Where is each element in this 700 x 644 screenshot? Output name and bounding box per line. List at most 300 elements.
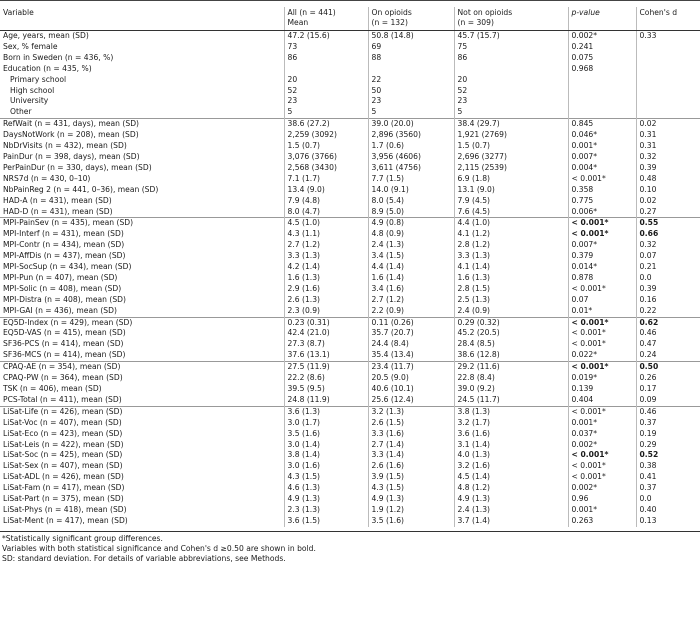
cell-on-opioids: 3.4 (1.6)	[368, 284, 454, 295]
table-row	[0, 461, 700, 472]
header-pvalue: p-value	[568, 7, 636, 31]
cell-pvalue: < 0.001*	[568, 472, 636, 483]
cell-variable: LiSat-Part (n = 375), mean (SD)	[3, 494, 124, 504]
cell-all: 3.0 (1.4)	[284, 440, 368, 451]
table-row	[0, 42, 700, 53]
cell-all: 42.4 (21.0)	[284, 328, 368, 339]
cell-variable: MPI-Distra (n = 408), mean (SD)	[3, 294, 126, 304]
header-not-on-opioids: Not on opioids (n = 309)	[454, 7, 568, 31]
cell-not-on-opioids: 3.1 (1.4)	[454, 440, 568, 451]
table-row	[0, 273, 700, 284]
cell-not-on-opioids: 22.8 (8.4)	[454, 373, 568, 384]
cell-cohens-d: 0.47	[636, 339, 700, 350]
cell-not-on-opioids: 3.6 (1.6)	[454, 429, 568, 440]
cell-variable: DaysNotWork (n = 208), mean (SD)	[3, 130, 139, 140]
cell-pvalue: 0.004*	[568, 163, 636, 174]
cell-pvalue: < 0.001*	[568, 317, 636, 328]
data-table	[0, 7, 700, 527]
cell-pvalue: < 0.001*	[568, 461, 636, 472]
cell-cohens-d: 0.32	[636, 240, 700, 251]
table-row	[0, 53, 700, 64]
cell-pvalue	[568, 75, 636, 86]
table-row	[0, 373, 700, 384]
cell-not-on-opioids: 5	[454, 107, 568, 118]
footnote-sd: SD: standard deviation. For details of variable abbreviations, see Methods.	[2, 553, 286, 563]
cell-not-on-opioids: 1,921 (2769)	[454, 130, 568, 141]
table-row	[0, 406, 700, 417]
cell-variable: HAD-A (n = 431), mean (SD)	[3, 195, 112, 205]
cell-cohens-d: 0.13	[636, 516, 700, 527]
cell-variable: Other	[10, 107, 32, 117]
cell-cohens-d: 0.0	[636, 273, 700, 284]
cell-pvalue: < 0.001*	[568, 328, 636, 339]
cell-pvalue: < 0.001*	[568, 339, 636, 350]
cell-variable: MPI-AffDis (n = 437), mean (SD)	[3, 251, 126, 261]
cell-pvalue	[568, 96, 636, 107]
cell-variable: LiSat-Phys (n = 418), mean (SD)	[3, 504, 127, 514]
cell-all: 86	[284, 53, 368, 64]
cell-on-opioids: 23.4 (11.7)	[368, 362, 454, 373]
table-row	[0, 450, 700, 461]
cell-cohens-d: 0.39	[636, 163, 700, 174]
cell-pvalue: < 0.001*	[568, 218, 636, 229]
cell-not-on-opioids: 1.5 (0.7)	[454, 141, 568, 152]
cell-all: 20	[284, 75, 368, 86]
cell-on-opioids: 4.9 (1.3)	[368, 494, 454, 505]
cell-not-on-opioids: 2.4 (0.9)	[454, 306, 568, 317]
cell-all: 1.5 (0.7)	[284, 141, 368, 152]
cell-cohens-d	[636, 96, 700, 107]
cell-on-opioids: 4.8 (0.9)	[368, 229, 454, 240]
cell-cohens-d	[636, 42, 700, 53]
cell-all: 8.0 (4.7)	[284, 207, 368, 218]
cell-pvalue: 0.775	[568, 196, 636, 207]
cell-not-on-opioids: 4.1 (1.2)	[454, 229, 568, 240]
cell-variable: University	[10, 96, 49, 106]
cell-all: 2,259 (3092)	[284, 130, 368, 141]
cell-all: 47.2 (15.6)	[284, 31, 368, 42]
cell-not-on-opioids: 4.0 (1.3)	[454, 450, 568, 461]
cell-variable: MPI-PainSev (n = 435), mean (SD)	[0, 218, 284, 229]
table-body	[0, 31, 700, 527]
cell-not-on-opioids: 13.1 (9.0)	[454, 185, 568, 196]
cell-cohens-d	[636, 75, 700, 86]
cell-not-on-opioids: 6.9 (1.8)	[454, 174, 568, 185]
cell-cohens-d: 0.17	[636, 384, 700, 395]
table-row	[0, 472, 700, 483]
cell-on-opioids: 88	[368, 53, 454, 64]
cell-variable: Age, years, mean (SD)	[3, 31, 89, 40]
table-row	[0, 429, 700, 440]
cell-pvalue: 0.019*	[568, 373, 636, 384]
cell-variable: NbPainReg 2 (n = 441, 0–36), mean (SD)	[3, 184, 159, 194]
cell-not-on-opioids: 38.6 (12.8)	[454, 350, 568, 361]
cell-not-on-opioids: 7.6 (4.5)	[454, 207, 568, 218]
header-all: All (n = 441) Mean	[284, 7, 368, 31]
cell-cohens-d: 0.31	[636, 141, 700, 152]
cell-all: 4.5 (1.0)	[284, 218, 368, 229]
cell-cohens-d: 0.16	[636, 295, 700, 306]
table-row	[0, 284, 700, 295]
cell-all: 1.6 (1.3)	[284, 273, 368, 284]
cell-not-on-opioids: 2,115 (2539)	[454, 163, 568, 174]
table-row	[0, 64, 700, 75]
cell-all: 3.0 (1.6)	[284, 461, 368, 472]
cell-on-opioids: 3.3 (1.6)	[368, 429, 454, 440]
cell-on-opioids: 3.9 (1.5)	[368, 472, 454, 483]
cell-on-opioids: 35.7 (20.7)	[368, 328, 454, 339]
cell-pvalue: 0.379	[568, 251, 636, 262]
cell-on-opioids	[368, 64, 454, 75]
cell-all: 0.23 (0.31)	[284, 317, 368, 328]
cell-variable: RefWait (n = 431, days), mean (SD)	[0, 119, 284, 130]
cell-cohens-d: 0.48	[636, 174, 700, 185]
cell-pvalue: 0.002*	[568, 440, 636, 451]
cell-on-opioids: 2.6 (1.6)	[368, 461, 454, 472]
table-row	[0, 295, 700, 306]
cell-on-opioids: 8.0 (5.4)	[368, 196, 454, 207]
cell-cohens-d: 0.22	[636, 306, 700, 317]
cell-variable: LiSat-Fam (n = 417), mean (SD)	[3, 483, 125, 493]
cell-not-on-opioids: 4.1 (1.4)	[454, 262, 568, 273]
table-row	[0, 494, 700, 505]
cell-variable: LiSat-Life (n = 426), mean (SD)	[0, 406, 284, 417]
cell-not-on-opioids	[454, 64, 568, 75]
cell-pvalue: 0.007*	[568, 152, 636, 163]
cell-cohens-d	[636, 53, 700, 64]
cell-on-opioids: 40.6 (10.1)	[368, 384, 454, 395]
cell-not-on-opioids: 45.7 (15.7)	[454, 31, 568, 42]
cell-on-opioids: 7.7 (1.5)	[368, 174, 454, 185]
cell-variable: MPI-Pun (n = 407), mean (SD)	[3, 272, 118, 282]
cell-cohens-d: 0.24	[636, 350, 700, 361]
cell-cohens-d: 0.41	[636, 472, 700, 483]
cell-on-opioids: 3.4 (1.5)	[368, 251, 454, 262]
cell-pvalue: < 0.001*	[568, 362, 636, 373]
cell-variable: MPI-Contr (n = 434), mean (SD)	[3, 240, 125, 250]
cell-on-opioids: 3,956 (4606)	[368, 152, 454, 163]
cell-on-opioids: 0.11 (0.26)	[368, 317, 454, 328]
cell-cohens-d	[636, 86, 700, 97]
cell-variable: Born in Sweden (n = 436, %)	[3, 52, 114, 62]
cell-not-on-opioids: 4.8 (1.2)	[454, 483, 568, 494]
cell-not-on-opioids: 2,696 (3277)	[454, 152, 568, 163]
cell-all: 38.6 (27.2)	[284, 119, 368, 130]
cell-all: 4.6 (1.3)	[284, 483, 368, 494]
cell-on-opioids: 2.7 (1.2)	[368, 295, 454, 306]
cell-not-on-opioids: 3.2 (1.7)	[454, 418, 568, 429]
cell-pvalue: 0.002*	[568, 483, 636, 494]
table-row	[0, 207, 700, 218]
cell-not-on-opioids: 52	[454, 86, 568, 97]
header-variable: Variable	[0, 7, 284, 31]
table-row	[0, 152, 700, 163]
cell-on-opioids: 2.2 (0.9)	[368, 306, 454, 317]
cell-not-on-opioids: 29.2 (11.6)	[454, 362, 568, 373]
cell-on-opioids: 2.4 (1.3)	[368, 240, 454, 251]
cell-on-opioids: 4.4 (1.4)	[368, 262, 454, 273]
cell-all: 4.9 (1.3)	[284, 494, 368, 505]
cell-pvalue: 0.001*	[568, 141, 636, 152]
cell-variable: PainDur (n = 398, days), mean (SD)	[3, 151, 140, 161]
table-row	[0, 505, 700, 516]
cell-not-on-opioids: 3.2 (1.6)	[454, 461, 568, 472]
cell-not-on-opioids: 28.4 (8.5)	[454, 339, 568, 350]
table-row	[0, 306, 700, 317]
cell-pvalue: 0.139	[568, 384, 636, 395]
cell-cohens-d: 0.62	[636, 317, 700, 328]
cell-pvalue: 0.01*	[568, 306, 636, 317]
cell-on-opioids: 1.6 (1.4)	[368, 273, 454, 284]
cell-cohens-d: 0.19	[636, 429, 700, 440]
cell-pvalue: 0.845	[568, 119, 636, 130]
cell-not-on-opioids: 75	[454, 42, 568, 53]
cell-cohens-d: 0.37	[636, 418, 700, 429]
cell-pvalue: 0.046*	[568, 130, 636, 141]
cell-variable: SF36-MCS (n = 414), mean (SD)	[3, 350, 126, 360]
cell-cohens-d: 0.50	[636, 362, 700, 373]
cell-all	[284, 64, 368, 75]
cell-cohens-d: 0.02	[636, 119, 700, 130]
cell-variable: Sex, % female	[3, 41, 58, 51]
cell-variable: Primary school	[10, 74, 67, 84]
cell-on-opioids: 2.6 (1.5)	[368, 418, 454, 429]
cell-not-on-opioids: 2.8 (1.2)	[454, 240, 568, 251]
cell-all: 24.8 (11.9)	[284, 395, 368, 406]
cell-not-on-opioids: 4.4 (1.0)	[454, 218, 568, 229]
cell-pvalue: < 0.001*	[568, 450, 636, 461]
cell-not-on-opioids: 2.8 (1.5)	[454, 284, 568, 295]
cell-all: 2,568 (3430)	[284, 163, 368, 174]
cell-not-on-opioids: 4.5 (1.4)	[454, 472, 568, 483]
cell-on-opioids: 5	[368, 107, 454, 118]
cell-not-on-opioids: 4.9 (1.3)	[454, 494, 568, 505]
table-row	[0, 362, 700, 373]
table-row	[0, 317, 700, 328]
header-row	[0, 7, 700, 31]
table-row	[0, 31, 700, 42]
cell-cohens-d: 0.31	[636, 130, 700, 141]
cell-cohens-d: 0.21	[636, 262, 700, 273]
cell-variable: EQ5D-VAS (n = 415), mean (SD)	[3, 328, 126, 338]
table-row	[0, 185, 700, 196]
cell-cohens-d: 0.02	[636, 196, 700, 207]
cell-on-opioids: 39.0 (20.0)	[368, 119, 454, 130]
footnote-significance: *Statistically significant group differences.	[2, 533, 163, 543]
cell-pvalue: < 0.001*	[568, 284, 636, 295]
cell-not-on-opioids: 0.29 (0.32)	[454, 317, 568, 328]
cell-all: 4.2 (1.4)	[284, 262, 368, 273]
cell-not-on-opioids: 20	[454, 75, 568, 86]
table-row	[0, 339, 700, 350]
cell-on-opioids: 35.4 (13.4)	[368, 350, 454, 361]
cell-not-on-opioids: 39.0 (9.2)	[454, 384, 568, 395]
cell-on-opioids: 2.7 (1.4)	[368, 440, 454, 451]
cell-all: 2.3 (1.3)	[284, 505, 368, 516]
cell-variable: MPI-SocSup (n = 434), mean (SD)	[3, 262, 132, 272]
table-row	[0, 130, 700, 141]
table-row	[0, 86, 700, 97]
cell-all: 2.7 (1.2)	[284, 240, 368, 251]
cell-cohens-d: 0.39	[636, 284, 700, 295]
cell-variable: LiSat-Sex (n = 407), mean (SD)	[3, 461, 123, 471]
cell-not-on-opioids: 86	[454, 53, 568, 64]
cell-all: 23	[284, 96, 368, 107]
cell-on-opioids: 23	[368, 96, 454, 107]
cell-all: 13.4 (9.0)	[284, 185, 368, 196]
cell-variable: NbDrVisits (n = 432), mean (SD)	[3, 141, 127, 151]
cell-all: 73	[284, 42, 368, 53]
cell-cohens-d: 0.27	[636, 207, 700, 218]
cell-variable: MPI-GAI (n = 436), mean (SD)	[3, 305, 117, 315]
cell-pvalue: < 0.001*	[568, 406, 636, 417]
cell-cohens-d: 0.37	[636, 483, 700, 494]
cell-on-opioids: 22	[368, 75, 454, 86]
cell-all: 2.9 (1.6)	[284, 284, 368, 295]
cell-pvalue: 0.878	[568, 273, 636, 284]
table-row	[0, 141, 700, 152]
cell-not-on-opioids: 3.7 (1.4)	[454, 516, 568, 527]
cell-all: 3.0 (1.7)	[284, 418, 368, 429]
cell-variable: CPAQ-PW (n = 364), mean (SD)	[3, 373, 123, 383]
cell-all: 3.3 (1.3)	[284, 251, 368, 262]
cell-on-opioids: 8.9 (5.0)	[368, 207, 454, 218]
table-row	[0, 350, 700, 361]
cell-variable: TSK (n = 406), mean (SD)	[3, 384, 102, 393]
cell-on-opioids: 4.3 (1.5)	[368, 483, 454, 494]
cell-all: 3.6 (1.3)	[284, 406, 368, 417]
cell-all: 7.9 (4.8)	[284, 196, 368, 207]
header-on-opioids: On opioids (n = 132)	[368, 7, 454, 31]
cell-variable: LiSat-Soc (n = 425), mean (SD)	[3, 450, 123, 460]
cell-cohens-d: 0.07	[636, 251, 700, 262]
cell-variable: SF36-PCS (n = 414), mean (SD)	[3, 339, 124, 349]
cell-variable: LiSat-Leis (n = 422), mean (SD)	[3, 439, 124, 449]
cell-not-on-opioids: 2.4 (1.3)	[454, 505, 568, 516]
cell-all: 22.2 (8.6)	[284, 373, 368, 384]
cell-not-on-opioids: 24.5 (11.7)	[454, 395, 568, 406]
cell-on-opioids: 20.5 (9.0)	[368, 373, 454, 384]
cell-on-opioids: 3.3 (1.4)	[368, 450, 454, 461]
cell-on-opioids: 14.0 (9.1)	[368, 185, 454, 196]
cell-variable: LiSat-Eco (n = 423), mean (SD)	[3, 428, 123, 438]
cell-cohens-d: 0.0	[636, 494, 700, 505]
cell-on-opioids: 69	[368, 42, 454, 53]
cell-variable: HAD-D (n = 431), mean (SD)	[3, 206, 113, 216]
cell-pvalue: 0.022*	[568, 350, 636, 361]
table-row	[0, 119, 700, 130]
cell-cohens-d: 0.66	[636, 229, 700, 240]
cell-pvalue: 0.96	[568, 494, 636, 505]
cell-all: 52	[284, 86, 368, 97]
cell-all: 5	[284, 107, 368, 118]
cell-pvalue: 0.001*	[568, 418, 636, 429]
cell-variable: EQ5D-Index (n = 429), mean (SD)	[0, 317, 284, 328]
cell-pvalue: 0.007*	[568, 240, 636, 251]
cell-variable: LiSat-ADL (n = 426), mean (SD)	[3, 472, 124, 482]
cell-cohens-d: 0.29	[636, 440, 700, 451]
cell-not-on-opioids: 3.3 (1.3)	[454, 251, 568, 262]
cell-pvalue	[568, 107, 636, 118]
cell-cohens-d: 0.38	[636, 461, 700, 472]
cell-on-opioids: 1.7 (0.6)	[368, 141, 454, 152]
cell-all: 3.8 (1.4)	[284, 450, 368, 461]
header-cohens-d: Cohen's d	[636, 7, 700, 31]
table-row	[0, 75, 700, 86]
table-row	[0, 251, 700, 262]
cell-pvalue: 0.263	[568, 516, 636, 527]
cell-on-opioids: 4.9 (0.8)	[368, 218, 454, 229]
cell-all: 39.5 (9.5)	[284, 384, 368, 395]
cell-pvalue: 0.07	[568, 295, 636, 306]
table-row	[0, 516, 700, 527]
table-row	[0, 96, 700, 107]
footnote-bold: Variables with both statistical significance and Cohen's d ≥0.50 are shown in bold.	[2, 543, 316, 553]
table-caption	[0, 0, 700, 7]
table-row	[0, 196, 700, 207]
table-row	[0, 395, 700, 406]
cell-on-opioids: 50.8 (14.8)	[368, 31, 454, 42]
cell-variable: NRS7d (n = 430, 0–10)	[3, 173, 91, 183]
cell-all: 7.1 (1.7)	[284, 174, 368, 185]
table-row	[0, 483, 700, 494]
cell-pvalue: 0.001*	[568, 505, 636, 516]
cell-all: 3.5 (1.6)	[284, 429, 368, 440]
table-row	[0, 229, 700, 240]
cell-on-opioids: 1.9 (1.2)	[368, 505, 454, 516]
cell-not-on-opioids: 38.4 (29.7)	[454, 119, 568, 130]
cell-pvalue: 0.404	[568, 395, 636, 406]
cell-on-opioids: 3,611 (4756)	[368, 163, 454, 174]
table-row	[0, 440, 700, 451]
cell-variable: MPI-Interf (n = 431), mean (SD)	[3, 229, 124, 239]
cell-not-on-opioids: 3.8 (1.3)	[454, 406, 568, 417]
cell-cohens-d: 0.46	[636, 406, 700, 417]
cell-cohens-d: 0.33	[636, 31, 700, 42]
cell-cohens-d: 0.46	[636, 328, 700, 339]
table-row	[0, 328, 700, 339]
cell-all: 37.6 (13.1)	[284, 350, 368, 361]
cell-pvalue: 0.002*	[568, 31, 636, 42]
cell-not-on-opioids: 1.6 (1.3)	[454, 273, 568, 284]
cell-pvalue	[568, 86, 636, 97]
cell-pvalue: 0.075	[568, 53, 636, 64]
cell-variable: LiSat-Ment (n = 417), mean (SD)	[3, 515, 128, 525]
cell-not-on-opioids: 2.5 (1.3)	[454, 295, 568, 306]
cell-on-opioids: 24.4 (8.4)	[368, 339, 454, 350]
table-row	[0, 384, 700, 395]
cell-variable: MPI-Solic (n = 408), mean (SD)	[3, 283, 122, 293]
cell-not-on-opioids: 7.9 (4.5)	[454, 196, 568, 207]
cell-pvalue: < 0.001*	[568, 229, 636, 240]
cell-all: 27.5 (11.9)	[284, 362, 368, 373]
cell-all: 2.6 (1.3)	[284, 295, 368, 306]
cell-on-opioids: 2,896 (3560)	[368, 130, 454, 141]
table-footnotes	[0, 531, 700, 564]
cell-all: 4.3 (1.5)	[284, 472, 368, 483]
cell-all: 2.3 (0.9)	[284, 306, 368, 317]
cell-all: 27.3 (8.7)	[284, 339, 368, 350]
cell-not-on-opioids: 45.2 (20.5)	[454, 328, 568, 339]
cell-on-opioids: 25.6 (12.4)	[368, 395, 454, 406]
cell-pvalue: 0.358	[568, 185, 636, 196]
table-row	[0, 107, 700, 118]
cell-pvalue: 0.014*	[568, 262, 636, 273]
table-row	[0, 418, 700, 429]
cell-cohens-d: 0.52	[636, 450, 700, 461]
cell-on-opioids: 3.5 (1.6)	[368, 516, 454, 527]
cell-cohens-d	[636, 107, 700, 118]
